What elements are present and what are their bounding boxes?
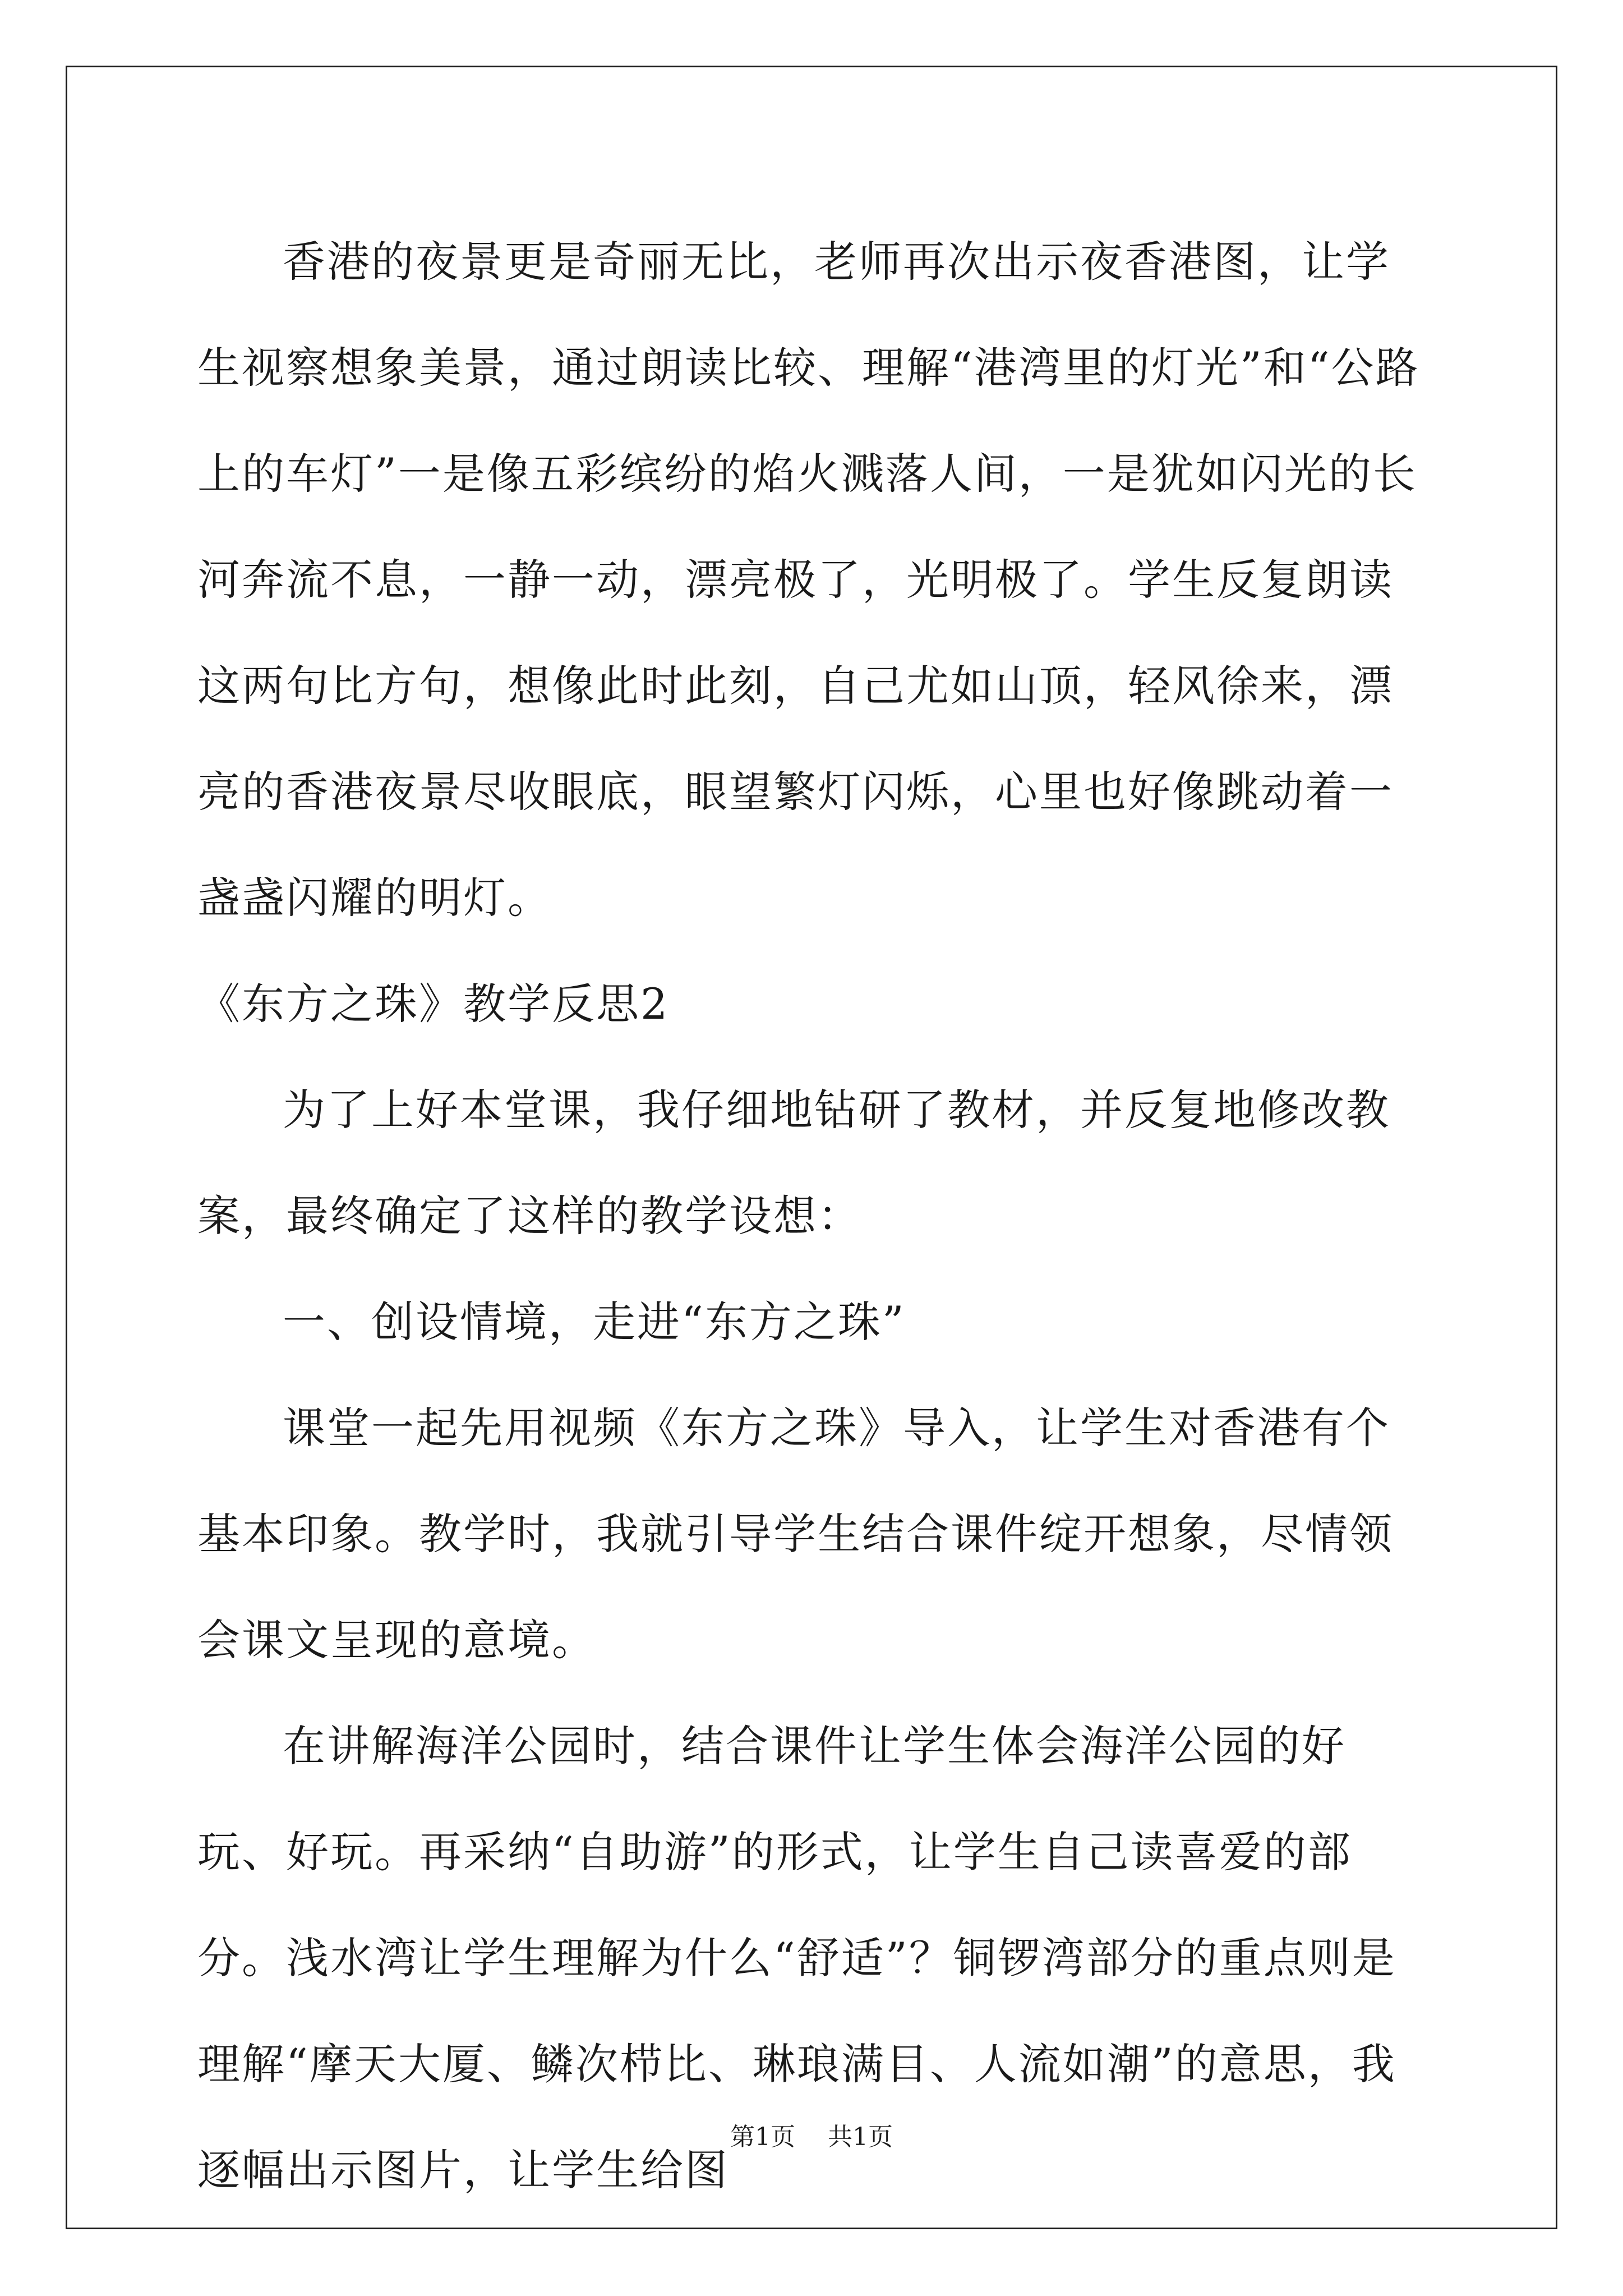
page-total: 共1页 (828, 2123, 893, 2151)
paragraph-night-view: 香港的夜景更是奇丽无比，老师再次出示夜香港图，让学生视察想象美景，通过朗读比较、理解“港湾里的灯光”和“公路上的车灯”一是像五彩缤纷的焰火溅落人间，一是犹如闪光的长河奔流不息，一静一动，漂亮极了，光明极了。学生反复朗读这两句比方句，想像此时此刻，自己尤如山顶，轻风徐来，漂亮的香港夜景尽收眼底，眼望繁灯闪烁，心里也好像跳动着一盏盏闪耀的明灯。 (197, 237, 1420, 923)
page-number: 第1页 (730, 2123, 795, 2151)
paragraph-ocean-park: 在讲解海洋公园时，结合课件让学生体会海洋公园的好玩、好玩。再采纳“自助游”的形式，让学生自己读喜爱的部分。浅水湾让学生理解为什么“舒适”？铜锣湾部分的重点则是理解“摩天大厦、鳞次栉比、琳琅满目、人流如潮”的意思，我逐幅出示图片，让学生给图 (197, 1721, 1396, 2195)
document-body (197, 209, 1431, 2223)
paragraph-step-one: 一、创设情境，走进“东方之珠” (283, 1297, 906, 1347)
paragraph-video-intro: 课堂一起先用视频《东方之珠》导入，让学生对香港有个基本印象。教学时，我就引导学生结合课件绽开想象，尽情领会课文呈现的意境。 (197, 1403, 1394, 1665)
page-footer (0, 2120, 1623, 2154)
section-heading: 《东方之珠》教学反思2 (197, 979, 670, 1029)
paragraph-preparation: 为了上好本堂课，我仔细地钻研了教材，并反复地修改教案，最终确定了这样的教学设想： (197, 1085, 1390, 1241)
